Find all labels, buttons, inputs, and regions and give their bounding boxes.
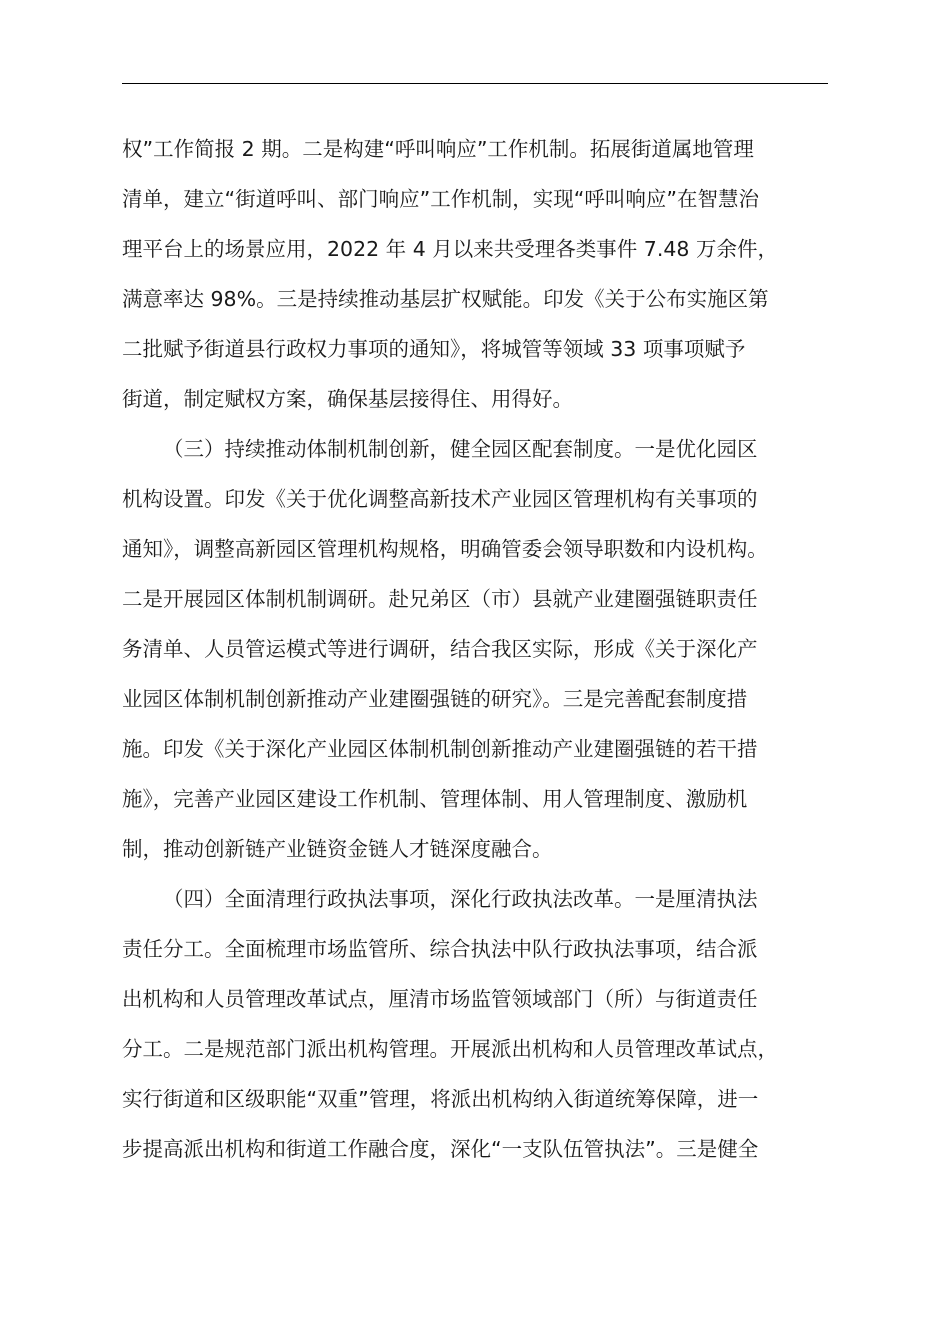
text-line: 施。印发《关于深化产业园区体制机制创新推动产业建圈强链的若干措: [122, 737, 758, 761]
text-line: 制，推动创新链产业链资金链人才链深度融合。: [122, 837, 553, 861]
text-line: 机构设置。印发《关于优化调整高新技术产业园区管理机构有关事项的: [122, 487, 758, 511]
text-line: 理平台上的场景应用，2022 年 4 月以来共受理各类事件 7.48 万余件，: [122, 237, 778, 261]
text-line: （三）持续推动体制机制创新，健全园区配套制度。一是优化园区: [163, 437, 758, 461]
text-line: （四）全面清理行政执法事项，深化行政执法改革。一是厘清执法: [163, 887, 758, 911]
text-line: 街道，制定赋权方案，确保基层接得住、用得好。: [122, 387, 573, 411]
text-line: 满意率达 98%。三是持续推动基层扩权赋能。印发《关于公布实施区第: [122, 287, 769, 311]
document-body: [122, 124, 834, 1174]
text-line: 务清单、人员管运模式等进行调研，结合我区实际，形成《关于深化产: [122, 637, 758, 661]
text-line: 权”工作简报 2 期。二是构建“呼叫响应”工作机制。拓展街道属地管理: [122, 137, 754, 161]
text-line: 通知》，调整高新园区管理机构规格，明确管委会领导职数和内设机构。: [122, 537, 768, 561]
paragraph: [122, 124, 834, 424]
paragraph: [122, 424, 834, 874]
text-line: 责任分工。全面梳理市场监管所、综合执法中队行政执法事项，结合派: [122, 937, 758, 961]
header-rule: [122, 83, 828, 84]
text-line: 二是开展园区体制机制调研。赴兄弟区（市）县就产业建圈强链职责任: [122, 587, 758, 611]
text-line: 施》，完善产业园区建设工作机制、管理体制、用人管理制度、激励机: [122, 787, 748, 811]
paragraph: [122, 874, 834, 1174]
text-line: 分工。二是规范部门派出机构管理。开展派出机构和人员管理改革试点，: [122, 1037, 778, 1061]
text-line: 步提高派出机构和街道工作融合度，深化“一支队伍管执法”。三是健全: [122, 1137, 759, 1161]
text-line: 清单，建立“街道呼叫、部门响应”工作机制，实现“呼叫响应”在智慧治: [122, 187, 759, 211]
text-line: 出机构和人员管理改革试点，厘清市场监管领域部门（所）与街道责任: [122, 987, 758, 1011]
text-line: 二批赋予街道县行政权力事项的通知》，将城管等领域 33 项事项赋予: [122, 337, 746, 361]
text-line: 实行街道和区级职能“双重”管理，将派出机构纳入街道统筹保障，进一: [122, 1087, 759, 1111]
text-line: 业园区体制机制创新推动产业建圈强链的研究》。三是完善配套制度措: [122, 687, 748, 711]
